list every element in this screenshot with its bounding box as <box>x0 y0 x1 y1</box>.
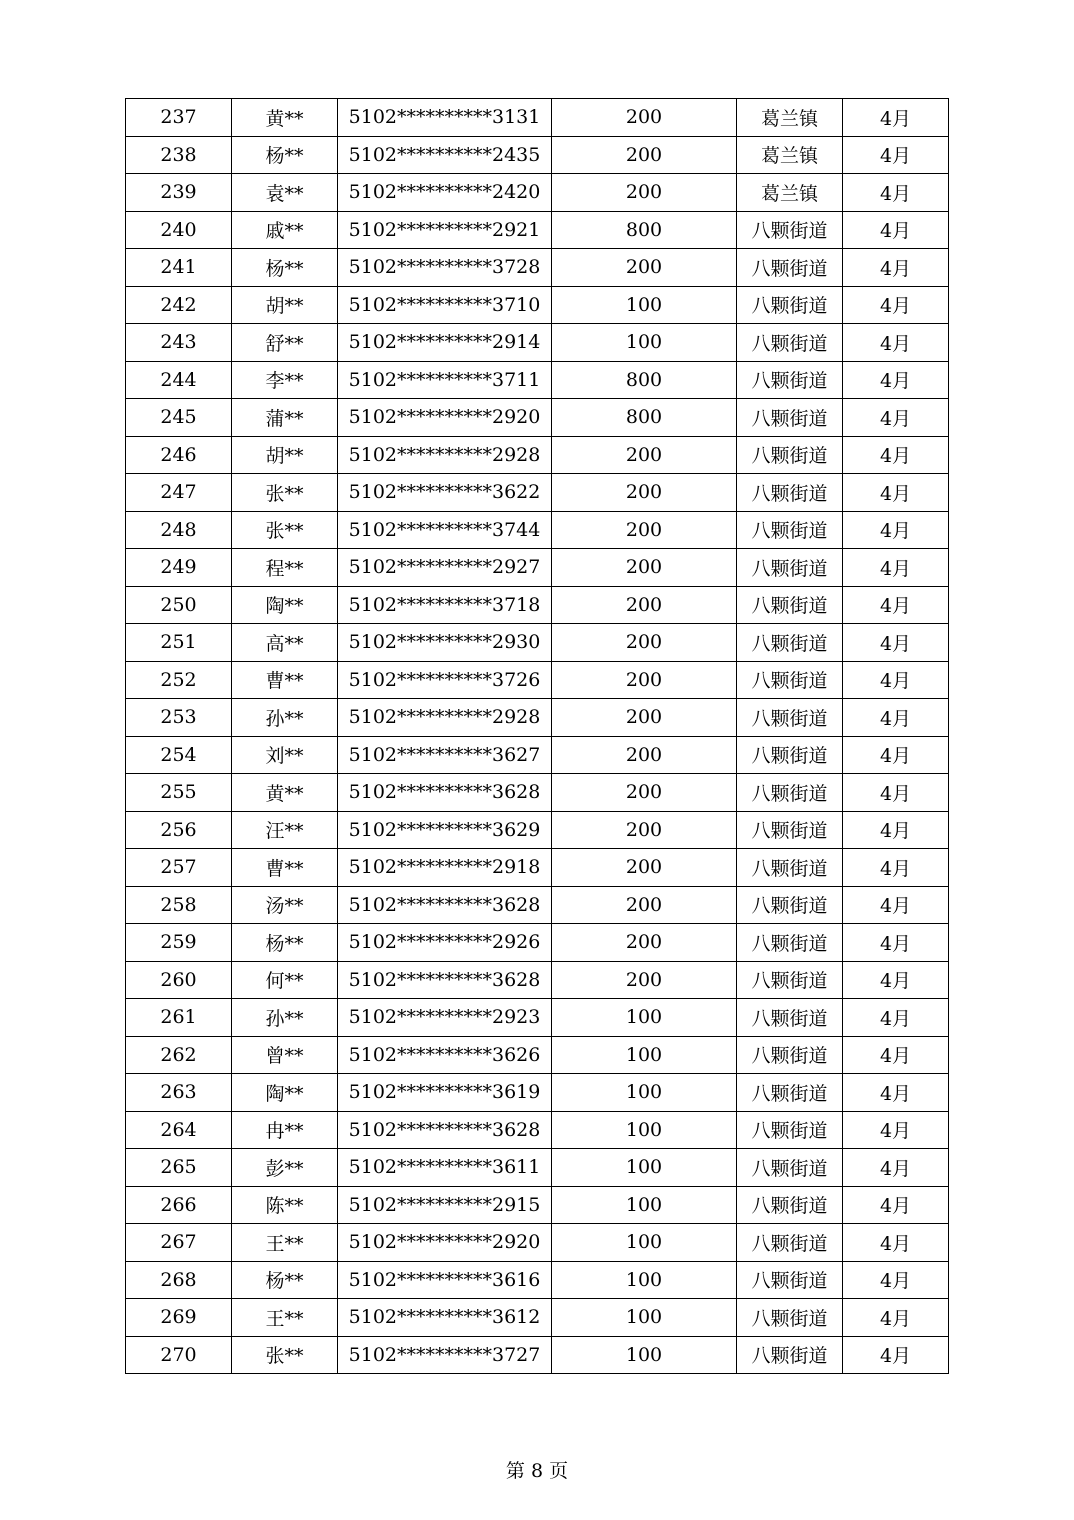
row-number-cell: 252 <box>126 661 232 699</box>
row-number-cell: 270 <box>126 1336 232 1374</box>
month-cell: 4月 <box>843 1299 949 1337</box>
id-number-cell: 5102**********2930 <box>338 624 552 662</box>
amount-cell: 100 <box>552 286 737 324</box>
row-number-cell: 256 <box>126 811 232 849</box>
row-number-cell: 249 <box>126 549 232 587</box>
id-number-cell: 5102**********3711 <box>338 361 552 399</box>
amount-cell: 200 <box>552 661 737 699</box>
table-row <box>126 1074 949 1112</box>
row-number-cell: 262 <box>126 1036 232 1074</box>
row-number-cell: 266 <box>126 1186 232 1224</box>
row-number-cell: 238 <box>126 136 232 174</box>
name-cell: 陶** <box>232 1074 338 1112</box>
id-number-cell: 5102**********3744 <box>338 511 552 549</box>
location-cell: 八颗街道 <box>737 1299 843 1337</box>
id-number-cell: 5102**********3622 <box>338 474 552 512</box>
id-number-cell: 5102**********3626 <box>338 1036 552 1074</box>
id-number-cell: 5102**********3612 <box>338 1299 552 1337</box>
table-row <box>126 361 949 399</box>
location-cell: 八颗街道 <box>737 1261 843 1299</box>
row-number-cell: 260 <box>126 961 232 999</box>
amount-cell: 200 <box>552 99 737 137</box>
row-number-cell: 250 <box>126 586 232 624</box>
amount-cell: 200 <box>552 174 737 212</box>
id-number-cell: 5102**********2927 <box>338 549 552 587</box>
amount-cell: 100 <box>552 1336 737 1374</box>
location-cell: 八颗街道 <box>737 1336 843 1374</box>
table-row <box>126 286 949 324</box>
row-number-cell: 242 <box>126 286 232 324</box>
data-table <box>125 98 949 1374</box>
name-cell: 刘** <box>232 736 338 774</box>
month-cell: 4月 <box>843 1111 949 1149</box>
amount-cell: 200 <box>552 549 737 587</box>
location-cell: 葛兰镇 <box>737 136 843 174</box>
table-row <box>126 1299 949 1337</box>
table-row <box>126 174 949 212</box>
id-number-cell: 5102**********3628 <box>338 961 552 999</box>
table-row <box>126 511 949 549</box>
name-cell: 程** <box>232 549 338 587</box>
row-number-cell: 254 <box>126 736 232 774</box>
id-number-cell: 5102**********3627 <box>338 736 552 774</box>
table-row <box>126 849 949 887</box>
table-row <box>126 699 949 737</box>
row-number-cell: 243 <box>126 324 232 362</box>
row-number-cell: 251 <box>126 624 232 662</box>
table-row <box>126 474 949 512</box>
table-row <box>126 324 949 362</box>
month-cell: 4月 <box>843 511 949 549</box>
location-cell: 八颗街道 <box>737 736 843 774</box>
table-row <box>126 1036 949 1074</box>
month-cell: 4月 <box>843 286 949 324</box>
table-row <box>126 774 949 812</box>
id-number-cell: 5102**********2926 <box>338 924 552 962</box>
name-cell: 袁** <box>232 174 338 212</box>
month-cell: 4月 <box>843 474 949 512</box>
table-row <box>126 1261 949 1299</box>
amount-cell: 200 <box>552 736 737 774</box>
location-cell: 八颗街道 <box>737 811 843 849</box>
name-cell: 孙** <box>232 999 338 1037</box>
location-cell: 八颗街道 <box>737 211 843 249</box>
location-cell: 八颗街道 <box>737 999 843 1037</box>
table-row <box>126 136 949 174</box>
row-number-cell: 237 <box>126 99 232 137</box>
amount-cell: 800 <box>552 361 737 399</box>
table-row <box>126 399 949 437</box>
name-cell: 王** <box>232 1224 338 1262</box>
id-number-cell: 5102**********3628 <box>338 774 552 812</box>
location-cell: 八颗街道 <box>737 1224 843 1262</box>
location-cell: 八颗街道 <box>737 474 843 512</box>
location-cell: 八颗街道 <box>737 1036 843 1074</box>
id-number-cell: 5102**********2920 <box>338 399 552 437</box>
amount-cell: 100 <box>552 324 737 362</box>
month-cell: 4月 <box>843 661 949 699</box>
month-cell: 4月 <box>843 924 949 962</box>
month-cell: 4月 <box>843 961 949 999</box>
amount-cell: 100 <box>552 1186 737 1224</box>
month-cell: 4月 <box>843 211 949 249</box>
table-row <box>126 586 949 624</box>
id-number-cell: 5102**********3710 <box>338 286 552 324</box>
amount-cell: 800 <box>552 211 737 249</box>
name-cell: 何** <box>232 961 338 999</box>
table-row <box>126 211 949 249</box>
name-cell: 汪** <box>232 811 338 849</box>
row-number-cell: 264 <box>126 1111 232 1149</box>
location-cell: 八颗街道 <box>737 661 843 699</box>
row-number-cell: 267 <box>126 1224 232 1262</box>
amount-cell: 100 <box>552 1036 737 1074</box>
name-cell: 王** <box>232 1299 338 1337</box>
location-cell: 葛兰镇 <box>737 174 843 212</box>
location-cell: 葛兰镇 <box>737 99 843 137</box>
amount-cell: 200 <box>552 699 737 737</box>
name-cell: 黄** <box>232 99 338 137</box>
name-cell: 高** <box>232 624 338 662</box>
amount-cell: 200 <box>552 774 737 812</box>
location-cell: 八颗街道 <box>737 399 843 437</box>
row-number-cell: 248 <box>126 511 232 549</box>
row-number-cell: 265 <box>126 1149 232 1187</box>
name-cell: 张** <box>232 1336 338 1374</box>
month-cell: 4月 <box>843 624 949 662</box>
table-row <box>126 999 949 1037</box>
id-number-cell: 5102**********3718 <box>338 586 552 624</box>
name-cell: 戚** <box>232 211 338 249</box>
month-cell: 4月 <box>843 99 949 137</box>
id-number-cell: 5102**********2420 <box>338 174 552 212</box>
row-number-cell: 268 <box>126 1261 232 1299</box>
name-cell: 舒** <box>232 324 338 362</box>
month-cell: 4月 <box>843 886 949 924</box>
name-cell: 曾** <box>232 1036 338 1074</box>
amount-cell: 100 <box>552 1261 737 1299</box>
amount-cell: 100 <box>552 1074 737 1112</box>
amount-cell: 200 <box>552 586 737 624</box>
month-cell: 4月 <box>843 249 949 287</box>
id-number-cell: 5102**********2923 <box>338 999 552 1037</box>
row-number-cell: 240 <box>126 211 232 249</box>
id-number-cell: 5102**********3131 <box>338 99 552 137</box>
name-cell: 杨** <box>232 1261 338 1299</box>
amount-cell: 100 <box>552 999 737 1037</box>
table-row <box>126 1224 949 1262</box>
month-cell: 4月 <box>843 699 949 737</box>
id-number-cell: 5102**********3616 <box>338 1261 552 1299</box>
row-number-cell: 257 <box>126 849 232 887</box>
month-cell: 4月 <box>843 1336 949 1374</box>
name-cell: 陈** <box>232 1186 338 1224</box>
location-cell: 八颗街道 <box>737 436 843 474</box>
table-row <box>126 1111 949 1149</box>
location-cell: 八颗街道 <box>737 361 843 399</box>
month-cell: 4月 <box>843 811 949 849</box>
table-row <box>126 1149 949 1187</box>
id-number-cell: 5102**********3629 <box>338 811 552 849</box>
name-cell: 冉** <box>232 1111 338 1149</box>
month-cell: 4月 <box>843 436 949 474</box>
name-cell: 彭** <box>232 1149 338 1187</box>
id-number-cell: 5102**********2928 <box>338 436 552 474</box>
amount-cell: 200 <box>552 511 737 549</box>
name-cell: 李** <box>232 361 338 399</box>
table-body <box>126 99 949 1374</box>
row-number-cell: 239 <box>126 174 232 212</box>
id-number-cell: 5102**********2918 <box>338 849 552 887</box>
id-number-cell: 5102**********3727 <box>338 1336 552 1374</box>
amount-cell: 100 <box>552 1224 737 1262</box>
name-cell: 张** <box>232 511 338 549</box>
month-cell: 4月 <box>843 586 949 624</box>
month-cell: 4月 <box>843 1074 949 1112</box>
location-cell: 八颗街道 <box>737 511 843 549</box>
location-cell: 八颗街道 <box>737 774 843 812</box>
month-cell: 4月 <box>843 136 949 174</box>
id-number-cell: 5102**********3628 <box>338 1111 552 1149</box>
location-cell: 八颗街道 <box>737 624 843 662</box>
amount-cell: 200 <box>552 249 737 287</box>
name-cell: 胡** <box>232 436 338 474</box>
month-cell: 4月 <box>843 1186 949 1224</box>
table-row <box>126 924 949 962</box>
name-cell: 杨** <box>232 924 338 962</box>
row-number-cell: 245 <box>126 399 232 437</box>
month-cell: 4月 <box>843 361 949 399</box>
id-number-cell: 5102**********2921 <box>338 211 552 249</box>
location-cell: 八颗街道 <box>737 1074 843 1112</box>
row-number-cell: 253 <box>126 699 232 737</box>
table-row <box>126 886 949 924</box>
id-number-cell: 5102**********2920 <box>338 1224 552 1262</box>
row-number-cell: 246 <box>126 436 232 474</box>
month-cell: 4月 <box>843 1224 949 1262</box>
location-cell: 八颗街道 <box>737 1149 843 1187</box>
amount-cell: 200 <box>552 961 737 999</box>
month-cell: 4月 <box>843 774 949 812</box>
name-cell: 蒲** <box>232 399 338 437</box>
month-cell: 4月 <box>843 399 949 437</box>
row-number-cell: 261 <box>126 999 232 1037</box>
table-row <box>126 1186 949 1224</box>
location-cell: 八颗街道 <box>737 961 843 999</box>
month-cell: 4月 <box>843 999 949 1037</box>
id-number-cell: 5102**********2928 <box>338 699 552 737</box>
name-cell: 张** <box>232 474 338 512</box>
id-number-cell: 5102**********3726 <box>338 661 552 699</box>
amount-cell: 200 <box>552 811 737 849</box>
table-row <box>126 1336 949 1374</box>
id-number-cell: 5102**********3619 <box>338 1074 552 1112</box>
name-cell: 胡** <box>232 286 338 324</box>
row-number-cell: 269 <box>126 1299 232 1337</box>
location-cell: 八颗街道 <box>737 586 843 624</box>
table-row <box>126 249 949 287</box>
location-cell: 八颗街道 <box>737 1111 843 1149</box>
location-cell: 八颗街道 <box>737 1186 843 1224</box>
row-number-cell: 255 <box>126 774 232 812</box>
table-row <box>126 436 949 474</box>
row-number-cell: 263 <box>126 1074 232 1112</box>
location-cell: 八颗街道 <box>737 549 843 587</box>
month-cell: 4月 <box>843 1149 949 1187</box>
id-number-cell: 5102**********2914 <box>338 324 552 362</box>
table-row <box>126 624 949 662</box>
name-cell: 汤** <box>232 886 338 924</box>
name-cell: 曹** <box>232 661 338 699</box>
amount-cell: 100 <box>552 1299 737 1337</box>
location-cell: 八颗街道 <box>737 286 843 324</box>
name-cell: 黄** <box>232 774 338 812</box>
location-cell: 八颗街道 <box>737 324 843 362</box>
table-row <box>126 736 949 774</box>
amount-cell: 200 <box>552 474 737 512</box>
amount-cell: 200 <box>552 849 737 887</box>
amount-cell: 200 <box>552 436 737 474</box>
location-cell: 八颗街道 <box>737 699 843 737</box>
row-number-cell: 241 <box>126 249 232 287</box>
location-cell: 八颗街道 <box>737 849 843 887</box>
month-cell: 4月 <box>843 324 949 362</box>
page-number: 第 8 页 <box>505 1460 569 1482</box>
table-row <box>126 99 949 137</box>
name-cell: 杨** <box>232 136 338 174</box>
id-number-cell: 5102**********3611 <box>338 1149 552 1187</box>
amount-cell: 800 <box>552 399 737 437</box>
month-cell: 4月 <box>843 1261 949 1299</box>
location-cell: 八颗街道 <box>737 249 843 287</box>
month-cell: 4月 <box>843 849 949 887</box>
row-number-cell: 259 <box>126 924 232 962</box>
month-cell: 4月 <box>843 1036 949 1074</box>
table-row <box>126 811 949 849</box>
table-row <box>126 961 949 999</box>
amount-cell: 200 <box>552 624 737 662</box>
id-number-cell: 5102**********2435 <box>338 136 552 174</box>
amount-cell: 200 <box>552 924 737 962</box>
name-cell: 杨** <box>232 249 338 287</box>
amount-cell: 200 <box>552 886 737 924</box>
id-number-cell: 5102**********3628 <box>338 886 552 924</box>
name-cell: 陶** <box>232 586 338 624</box>
row-number-cell: 258 <box>126 886 232 924</box>
name-cell: 曹** <box>232 849 338 887</box>
month-cell: 4月 <box>843 174 949 212</box>
id-number-cell: 5102**********2915 <box>338 1186 552 1224</box>
month-cell: 4月 <box>843 736 949 774</box>
amount-cell: 100 <box>552 1149 737 1187</box>
location-cell: 八颗街道 <box>737 886 843 924</box>
location-cell: 八颗街道 <box>737 924 843 962</box>
row-number-cell: 247 <box>126 474 232 512</box>
amount-cell: 200 <box>552 136 737 174</box>
month-cell: 4月 <box>843 549 949 587</box>
table-row <box>126 661 949 699</box>
row-number-cell: 244 <box>126 361 232 399</box>
table-row <box>126 549 949 587</box>
name-cell: 孙** <box>232 699 338 737</box>
id-number-cell: 5102**********3728 <box>338 249 552 287</box>
amount-cell: 100 <box>552 1111 737 1149</box>
